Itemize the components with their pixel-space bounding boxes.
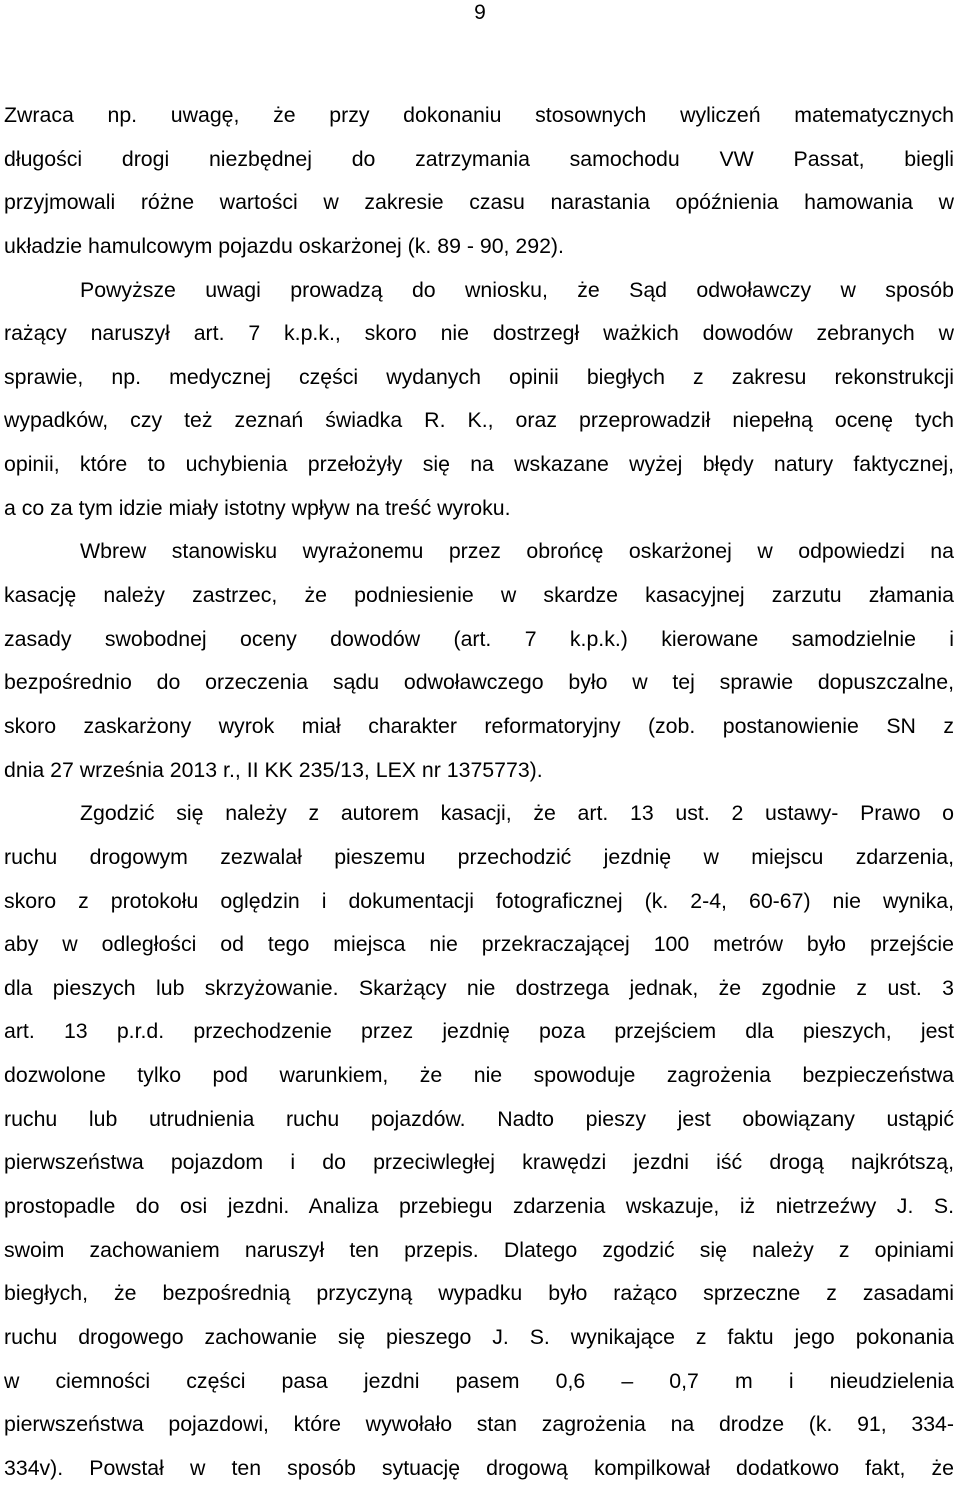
text-line: ruchu drogowym zezwalał pieszemu przechodzić jezdnię w miejscu zdarzenia, — [4, 844, 954, 869]
text-line: 334v). Powstał w ten sposób sytuację drogową kompilkował dodatkowo fakt, że — [4, 1455, 954, 1480]
text-line: układzie hamulcowym pojazdu oskarżonej (k. 89 - 90, 292). — [4, 233, 564, 258]
text-line: kasację należy zastrzec, że podniesienie w skardze kasacyjnej zarzutu złamania — [4, 583, 954, 608]
text-line: rażący naruszył art. 7 k.p.k., skoro nie dostrzegł ważkich dowodów zebranych w — [4, 321, 954, 346]
text-line: skoro z protokołu oględzin i dokumentacji fotograficznej (k. 2-4, 60-67) nie wynika, — [4, 888, 954, 913]
text-line: ruchu drogowego zachowanie się pieszego J. S. wynikające z faktu jego pokonania — [4, 1324, 954, 1349]
text-line: opinii, które to uchybienia przełożyły się na wskazane wyżej błędy natury faktycznej, — [4, 452, 954, 477]
text-line: długości drogi niezbędnej do zatrzymania samochodu VW Passat, biegli — [4, 146, 954, 171]
page-number: 9 — [474, 1, 486, 24]
text-line: w ciemności części pasa jezdni pasem 0,6 – 0,7 m i nieudzielenia — [4, 1368, 954, 1393]
text-line: biegłych, że bezpośrednią przyczyną wypadku było rażąco sprzeczne z zasadami — [4, 1281, 954, 1306]
text-line: Zgodzić się należy z autorem kasacji, że art. 13 ust. 2 ustawy- Prawo o — [80, 801, 954, 826]
text-line: a co za tym idzie miały istotny wpływ na treść wyroku. — [4, 495, 511, 520]
text-line: aby w odległości od tego miejsca nie przekraczającej 100 metrów było przejście — [4, 932, 954, 957]
text-line: art. 13 p.r.d. przechodzenie przez jezdnię poza przejściem dla pieszych, jest — [4, 1019, 954, 1044]
text-line: swoim zachowaniem naruszył ten przepis. Dlatego zgodzić się należy z opiniami — [4, 1237, 954, 1262]
text-line: wypadków, czy też zeznań świadka R. K., oraz przeprowadził niepełną ocenę tych — [4, 408, 954, 433]
text-line: dla pieszych lub skrzyżowanie. Skarżący nie dostrzega jednak, że zgodnie z ust. 3 — [4, 975, 954, 1000]
text-line: dozwolone tylko pod warunkiem, że nie spowoduje zagrożenia bezpieczeństwa — [4, 1063, 954, 1088]
text-line: prostopadle do osi jezdni. Analiza przebiegu zdarzenia wskazuje, iż nietrzeźwy J. S. — [4, 1194, 954, 1219]
text-line: ruchu lub utrudnienia ruchu pojazdów. Nadto pieszy jest obowiązany ustąpić — [4, 1106, 954, 1131]
document-body — [4, 94, 954, 1491]
text-line: skoro zaskarżony wyrok miał charakter reformatoryjny (zob. postanowienie SN z — [4, 713, 954, 738]
text-line: sprawie, np. medycznej części wydanych opinii biegłych z zakresu rekonstrukcji — [4, 364, 954, 389]
text-line: pierwszeństwa pojazdom i do przeciwległej krawędzi jezdni iść drogą najkrótszą, — [4, 1150, 954, 1175]
text-line: dnia 27 września 2013 r., II KK 235/13, LEX nr 1375773). — [4, 757, 543, 782]
text-line: bezpośrednio do orzeczenia sądu odwoławczego było w tej sprawie dopuszczalne, — [4, 670, 954, 695]
text-line: zasady swobodnej oceny dowodów (art. 7 k.p.k.) kierowane samodzielnie i — [4, 626, 954, 651]
text-line: Powyższe uwagi prowadzą do wniosku, że Sąd odwoławczy w sposób — [80, 277, 954, 302]
text-line: Wbrew stanowisku wyrażonemu przez obrońcę oskarżonej w odpowiedzi na — [80, 539, 954, 564]
text-line: przyjmowali różne wartości w zakresie czasu narastania opóźnienia hamowania w — [4, 190, 954, 215]
text-line: pierwszeństwa pojazdowi, które wywołało stan zagrożenia na drodze (k. 91, 334- — [4, 1412, 954, 1437]
text-line: Zwraca np. uwagę, że przy dokonaniu stosownych wyliczeń matematycznych — [4, 103, 954, 127]
